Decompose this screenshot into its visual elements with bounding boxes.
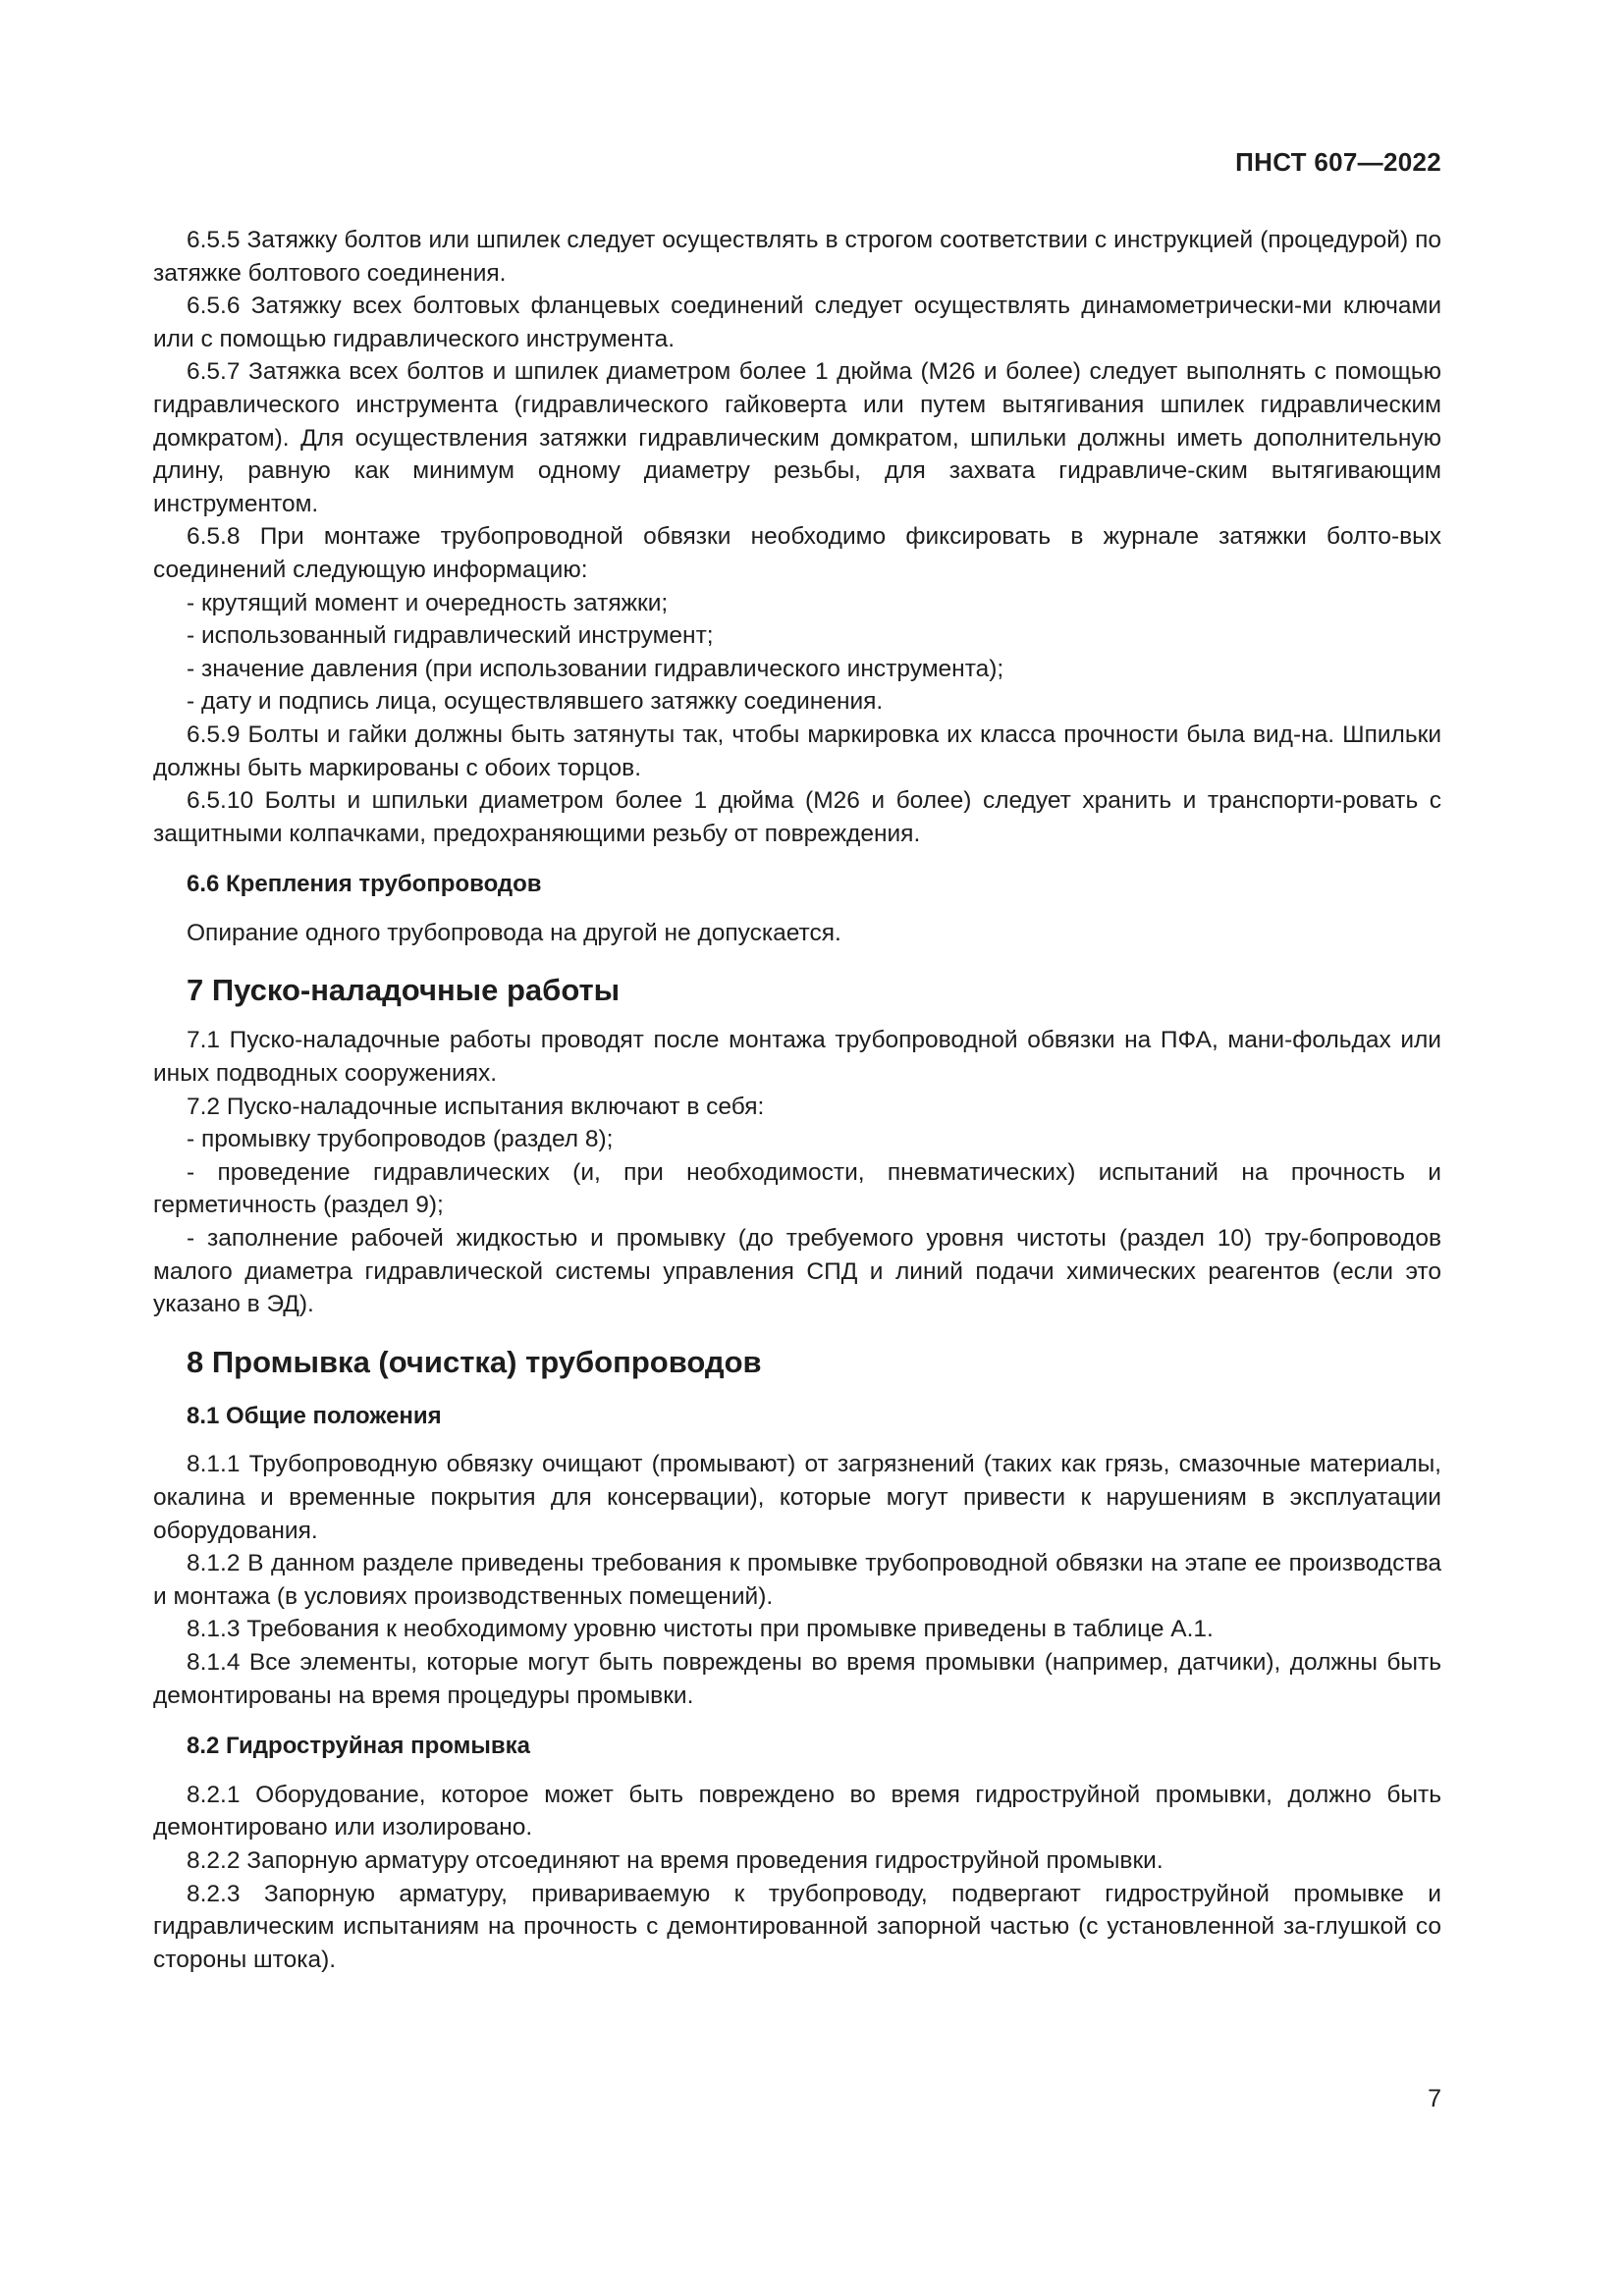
document-code: ПНСТ 607—2022 [1235,147,1441,177]
list-item-text: - проведение гидравлических (и, при необходимости, пневматических) испытаний на прочность и герметичность (раздел 9); [153,1158,1441,1219]
list-item-wrapped: - заполнение рабочей жидкостью и промывку (до требуемого уровня чистоты (раздел 10) тру-бопроводов малого диаметра гидравлической системы управления СПД и линий подачи химических реагентов (если это указано в ЭД). [153,1225,1441,1318]
paragraph-8-1-4: 8.1.4 Все элементы, которые могут быть повреждены во время промывки (например, датчики), должны быть демонтированы на время процедуры промывки. [153,1648,1441,1709]
paragraph-7-1: 7.1 Пуско-наладочные работы проводят после монтажа трубопроводной обвязки на ПФА, мани-фольдах или иных подводных сооружениях. [153,1027,1441,1088]
section-heading-8: 8 Промывка (очистка) трубопроводов [187,1344,762,1379]
paragraph-6-5-8: 6.5.8 При монтаже трубопроводной обвязки необходимо фиксировать в журнале затяжки болто-вых соединений следующую информацию: [153,523,1441,583]
paragraph-7-2: 7.2 Пуско-наладочные испытания включают в себя: [187,1093,765,1120]
subsection-heading-8-1: 8.1 Общие положения [187,1402,442,1429]
page-number: 7 [1428,2085,1441,2112]
paragraph-8-2-2: 8.2.2 Запорную арматуру отсоединяют на время проведения гидроструйной промывки. [187,1846,1164,1874]
paragraph-8-1-2: 8.1.2 В данном разделе приведены требования к промывке трубопроводной обвязки на этапе ее производства и монтажа (в условиях производственных помещений). [153,1550,1441,1610]
list-item-wrapped [153,1156,1441,1222]
list-item: - промывку трубопроводов (раздел 8); [187,1126,614,1153]
section-heading-7: 7 Пуско-наладочные работы [187,973,621,1008]
paragraph-6-5-7: 6.5.7 Затяжка всех болтов и шпилек диаметром более 1 дюйма (М26 и более) следует выполнять с помощью гидравлического инструмента (гидравлического гайковерта или путем вытягивания шпилек гидравлическим домкратом). Для осуществления затяжки гидравлическим домкратом, шпильки должны иметь дополнительную длину, равную как минимум одному диаметру резьбы, для захвата гидравличе-ским вытягивающим инструментом. [153,358,1441,517]
subsection-heading-6-6: 6.6 Крепления трубопроводов [187,871,542,898]
paragraph-8-1-1: 8.1.1 Трубопроводную обвязку очищают (промывают) от загрязнений (таких как грязь, смазочные материалы, окалина и временные покрытия для консервации), которые могут привести к нарушениям в эксплуатации оборудования. [153,1451,1441,1544]
paragraph-8-1-3: 8.1.3 Требования к необходимому уровню чистоты при промывке приведены в таблице А.1. [187,1616,1214,1643]
paragraph-6-5-5: 6.5.5 Затяжку болтов или шпилек следует осуществлять в строгом соответствии с инструкцией (процедурой) по затяжке болтового соединения. [153,227,1441,287]
subsection-heading-8-2: 8.2 Гидроструйная промывка [187,1733,530,1760]
paragraph-6-5-10: 6.5.10 Болты и шпильки диаметром более 1 дюйма (М26 и более) следует хранить и транспорти-ровать с защитными колпачками, предохраняющими резьбу от повреждения. [153,787,1441,847]
list-item: - значение давления (при использовании гидравлического инструмента); [187,655,1004,682]
list-item: - дату и подпись лица, осуществлявшего затяжку соединения. [187,688,884,716]
list-item: - использованный гидравлический инструмент; [187,622,714,650]
paragraph-6-5-6: 6.5.6 Затяжку всех болтовых фланцевых соединений следует осуществлять динамометрически-ми ключами или с помощью гидравлического инструмента. [153,293,1441,352]
page-content [153,224,1441,1976]
paragraph-6-6: Опирание одного трубопровода на другой не допускается. [187,919,841,946]
list-item: - крутящий момент и очередность затяжки; [187,589,669,616]
paragraph-6-5-9: 6.5.9 Болты и гайки должны быть затянуты так, чтобы маркировка их класса прочности была вид-на. Шпильки должны быть маркированы с обоих торцов. [153,721,1441,781]
paragraph-8-2-3: 8.2.3 Запорную арматуру, привариваемую к трубопроводу, подвергают гидроструйной промывке и гидравлическим испытаниям на прочность с демонтированной запорной частью (с установленной за-глушкой со стороны штока). [153,1880,1441,1973]
paragraph-8-2-1: 8.2.1 Оборудование, которое может быть повреждено во время гидроструйной промывки, должно быть демонтировано или изолировано. [153,1781,1441,1842]
